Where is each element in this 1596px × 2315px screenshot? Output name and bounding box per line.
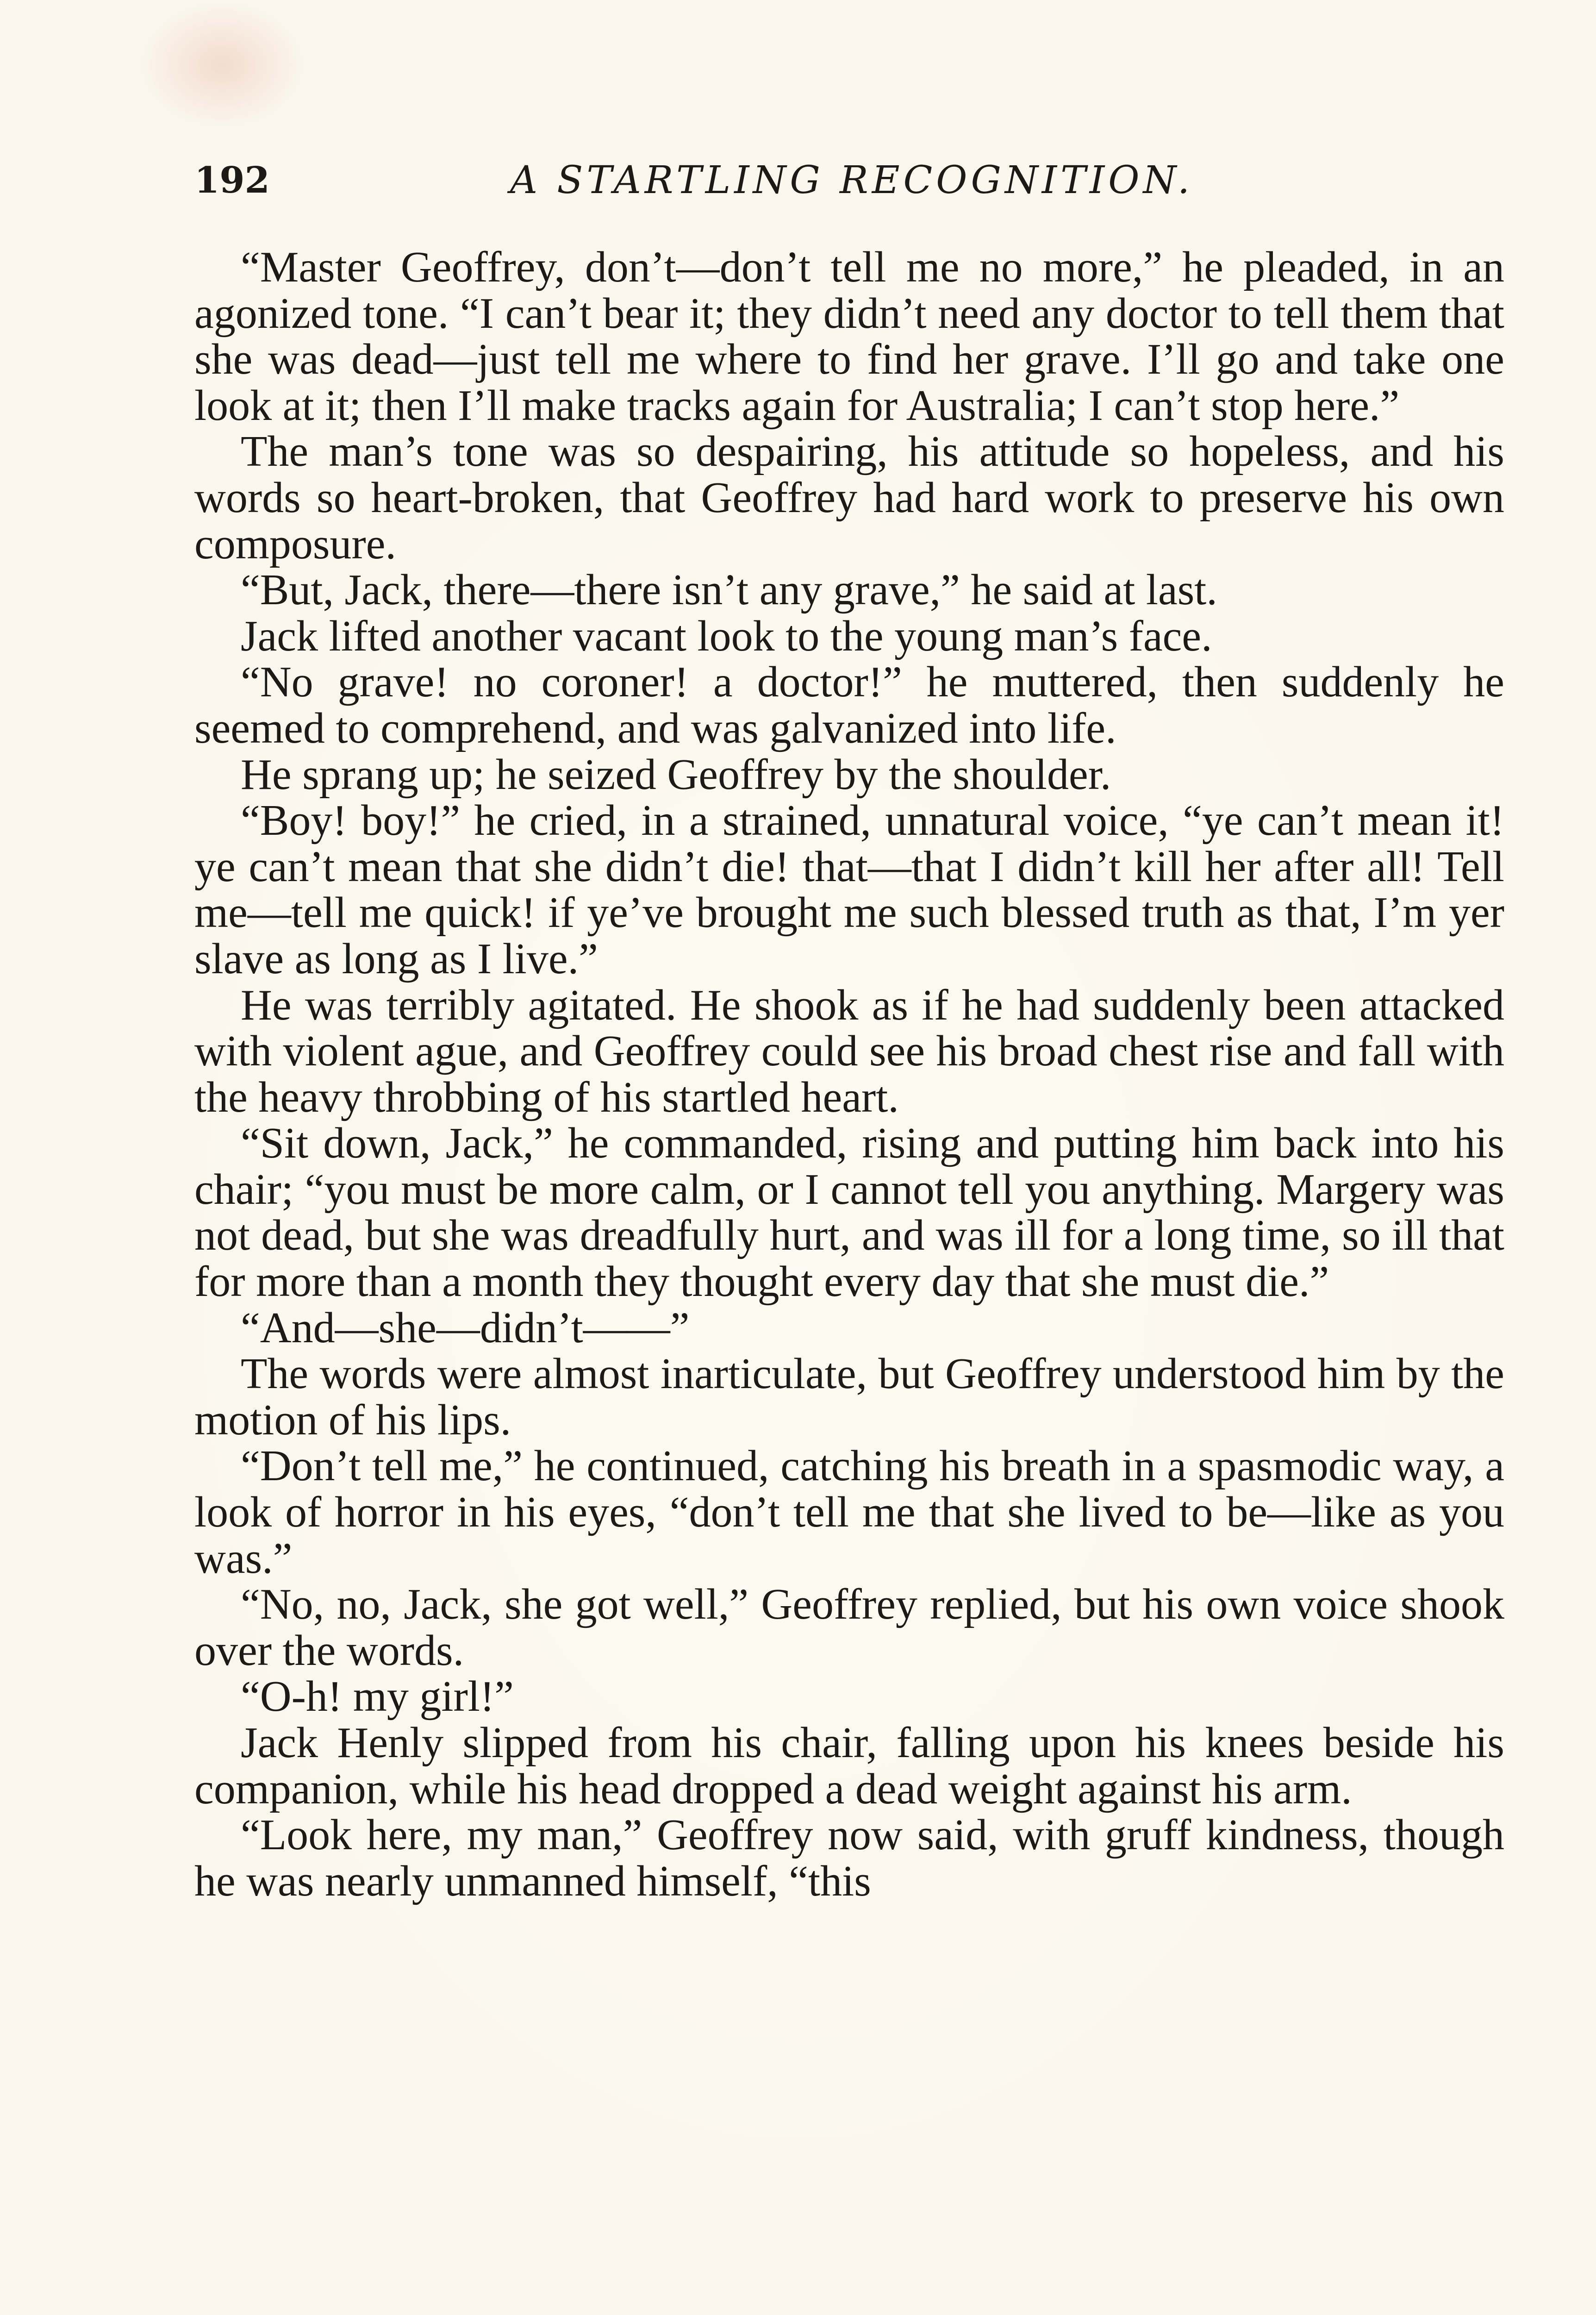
paragraph: “Master Geoffrey, don’t—don’t tell me no more,” he pleaded, in an agonized tone. “I can’t bear it; they didn’t need any doctor to tell them that she was dead—just tell me where to find her grave. I’ll go and take one look at it; then I’ll make tracks again for Australia; I can’t stop here.” — [194, 243, 1504, 430]
paragraph: The words were almost inarticulate, but Geoffrey understood him by the motion of his lips. — [194, 1350, 1504, 1444]
paragraph: “O-h! my girl!” — [241, 1672, 514, 1721]
paragraph: “No, no, Jack, she got well,” Geoffrey replied, but his own voice shook over the words. — [194, 1580, 1504, 1675]
page-header — [194, 153, 1509, 208]
paragraph: “Sit down, Jack,” he commanded, rising and putting him back into his chair; “you must be more calm, or I cannot tell you anything. Margery was not dead, but she was dreadfully hurt, and was ill for a long time, so ill that for more than a month they thought every day that she must die.” — [194, 1119, 1504, 1306]
paragraph: He was terribly agitated. He shook as if he had suddenly been attacked with violent ague, and Geoffrey could see his broad chest rise and fall with the heavy throbbing of his startled heart. — [194, 981, 1504, 1121]
paragraph: Jack lifted another vacant look to the young man’s face. — [241, 612, 1212, 660]
running-title: A STARTLING RECOGNITION. — [510, 158, 1194, 202]
page-number: 192 — [194, 159, 270, 201]
paragraph: “Boy! boy!” he cried, in a strained, unnatural voice, “ye can’t mean it! ye can’t mean that she didn’t die! that—that I didn’t kill her after all! Tell me—tell me quick! if ye’ve brought me such blessed truth as that, I’m yer slave as long as I live.” — [194, 796, 1504, 983]
paragraph: “And—she—didn’t——” — [241, 1303, 690, 1352]
paragraph: The man’s tone was so despairing, his attitude so hopeless, and his words so heart-broken, that Geoffrey had hard work to preserve his own composure. — [194, 427, 1504, 568]
paragraph: He sprang up; he seized Geoffrey by the shoulder. — [241, 750, 1111, 799]
paragraph: “Don’t tell me,” he continued, catching his breath in a spasmodic way, a look of horror in his eyes, “don’t tell me that she lived to be—like as you was.” — [194, 1442, 1504, 1583]
body-text — [194, 244, 1504, 1904]
paragraph: Jack Henly slipped from his chair, falling upon his knees beside his companion, while his head dropped a dead weight against his arm. — [194, 1719, 1504, 1813]
paragraph: “No grave! no coroner! a doctor!” he muttered, then suddenly he seemed to comprehend, and was galvanized into life. — [194, 658, 1504, 752]
paragraph: “Look here, my man,” Geoffrey now said, with gruff kindness, though he was nearly unmanned himself, “this — [194, 1811, 1504, 1905]
paragraph: “But, Jack, there—there isn’t any grave,” he said at last. — [241, 566, 1217, 614]
